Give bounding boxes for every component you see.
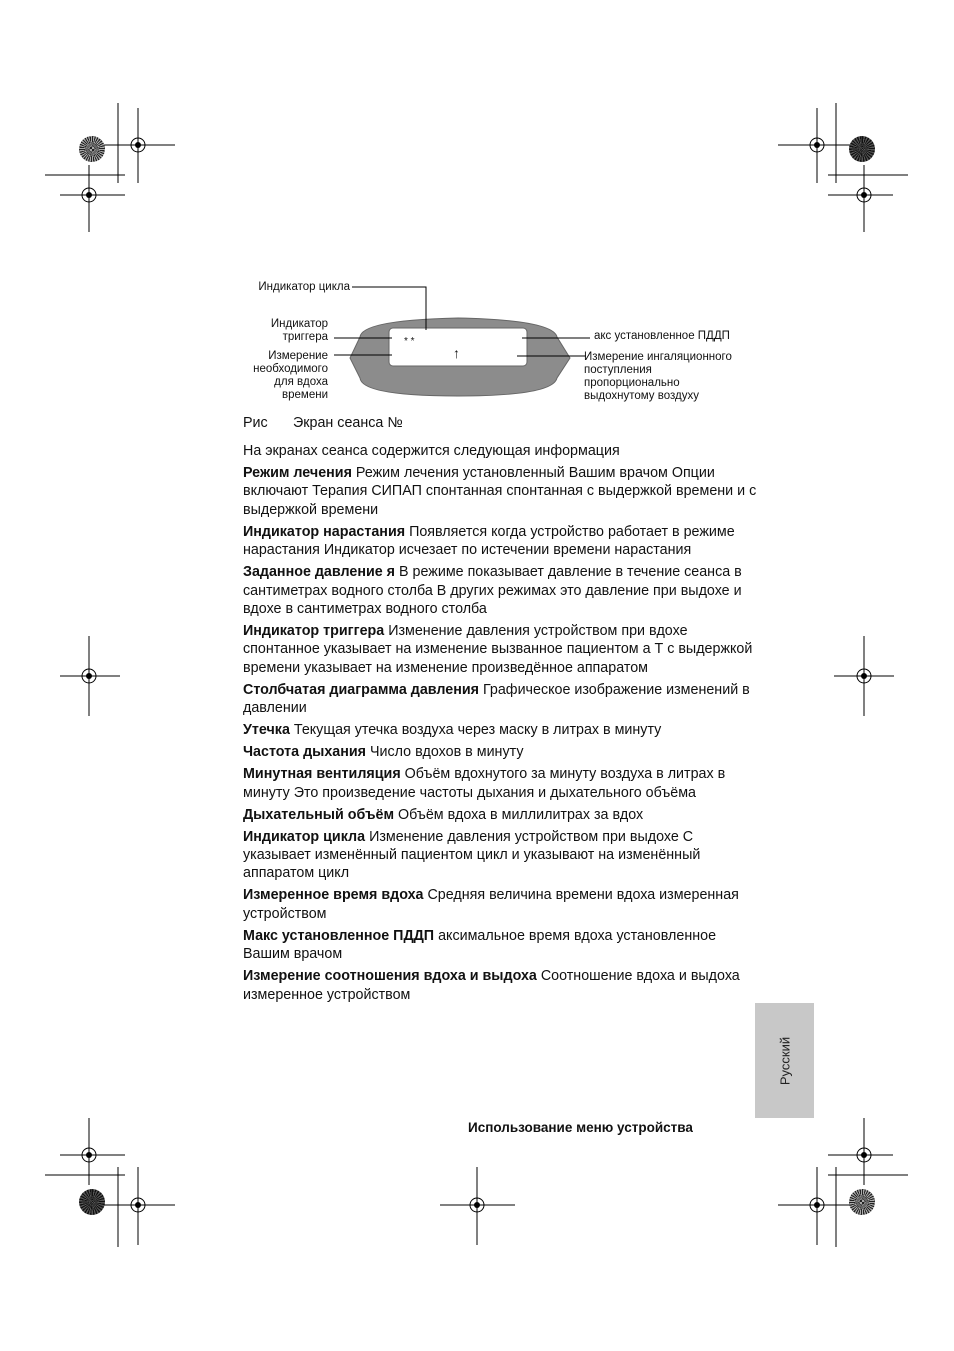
- figure-title: Экран сеанса №: [293, 415, 403, 431]
- definition-term: Частота дыхания: [243, 744, 367, 761]
- definition-list: [243, 464, 763, 1004]
- definition-term: Индикатор цикла: [243, 828, 366, 845]
- language-tab-label: Русский: [777, 1036, 792, 1085]
- label-trigger-indicator: Индикатор триггера: [270, 318, 328, 343]
- label-measured-time: Измерение необходимого для вдоха времени: [253, 350, 328, 401]
- definition-term: Индикатор триггера: [243, 623, 385, 640]
- intro-paragraph: На экранах сеанса содержится следующая информация: [243, 443, 620, 459]
- definition-description: Число вдохов в минуту: [370, 744, 524, 761]
- screen-arrow-icon: ↑: [453, 345, 460, 361]
- definition-description: Изменение давления устройством при вдохе спонтанное указывает на изменение вызванное пациентом а Т с выдержкой времени указывает на изменение произведённое аппаратом: [243, 623, 753, 676]
- label-max-ipap: акс установленное ПДДП: [594, 330, 730, 342]
- definition-term: Измеренное время вдоха: [243, 887, 424, 904]
- figure-number: Рис: [243, 415, 268, 431]
- definition-term: Дыхательный объём: [243, 806, 395, 823]
- definition-description: Средняя величина времени вдоха измеренная устройством: [243, 887, 739, 922]
- label-inhalation-measure: Измерение ингаляционного поступления пропорционально выдохнутому воздуху: [584, 351, 732, 402]
- definition-description: Графическое изображение изменений в давлении: [243, 681, 750, 717]
- definition-item: [243, 563, 763, 618]
- definition-term: Режим лечения: [243, 465, 352, 481]
- definition-item: [243, 967, 763, 1004]
- label-cycle-indicator: Индикатор цикла: [258, 281, 350, 293]
- definition-item: [243, 806, 763, 824]
- definition-description: В режиме показывает давление в течение сеанса в сантиметрах водного столба В других режимах это давление при выдохе и вдохе в сантиметрах водного столба: [243, 564, 742, 618]
- definition-term: Макс установленное ПДДП: [243, 927, 435, 944]
- language-tab: [755, 1003, 814, 1118]
- definition-item: [243, 886, 763, 923]
- definition-item: [243, 464, 763, 519]
- definition-term: Измерение соотношения вдоха и выдоха: [243, 968, 537, 985]
- definition-term: Индикатор нарастания: [243, 523, 406, 540]
- definition-item: [243, 927, 763, 964]
- definition-item: [243, 743, 763, 761]
- definition-term: Столбчатая диаграмма давления: [243, 681, 479, 698]
- definition-term: Утечка: [243, 722, 290, 739]
- definition-description: Изменение давления устройством при выдохе С указывает изменённый пациентом цикл и указывают на изменённый аппаратом цикл: [243, 828, 701, 882]
- definition-item: [243, 765, 763, 802]
- page-footer: Использование меню устройства: [468, 1120, 693, 1135]
- definition-item: [243, 681, 763, 718]
- definition-description: Объём вдоха в миллилитрах за вдох: [398, 806, 644, 823]
- definition-item: [243, 523, 763, 560]
- definition-term: Заданное давление я: [243, 564, 396, 581]
- definition-description: Текущая утечка воздуха через маску в литрах в минуту: [293, 722, 662, 739]
- definition-description: Появляется когда устройство работает в режиме нарастания Индикатор исчезает по истечении времени нарастания: [243, 523, 735, 559]
- figure-caption: [243, 415, 403, 431]
- definition-description: Режим лечения установленный Вашим врачом Опции включают Терапия СИПАП спонтанная спонтанная с выдержкой времени и с выдержкой времени: [243, 465, 757, 518]
- definition-item: [243, 622, 763, 677]
- screen-stars: * *: [404, 336, 415, 347]
- definition-description: Объём вдохнутого за минуту воздуха в литрах в минуту Это произведение частоты дыхания и дыхательного объёма: [243, 766, 726, 801]
- definition-description: Соотношение вдоха и выдоха измеренное устройством: [243, 968, 740, 1003]
- definition-description: аксимальное время вдоха установленное Вашим врачом: [243, 927, 717, 963]
- definition-item: [243, 828, 763, 883]
- definition-term: Минутная вентиляция: [243, 766, 401, 783]
- body-text: [243, 442, 763, 1008]
- definition-item: [243, 721, 763, 739]
